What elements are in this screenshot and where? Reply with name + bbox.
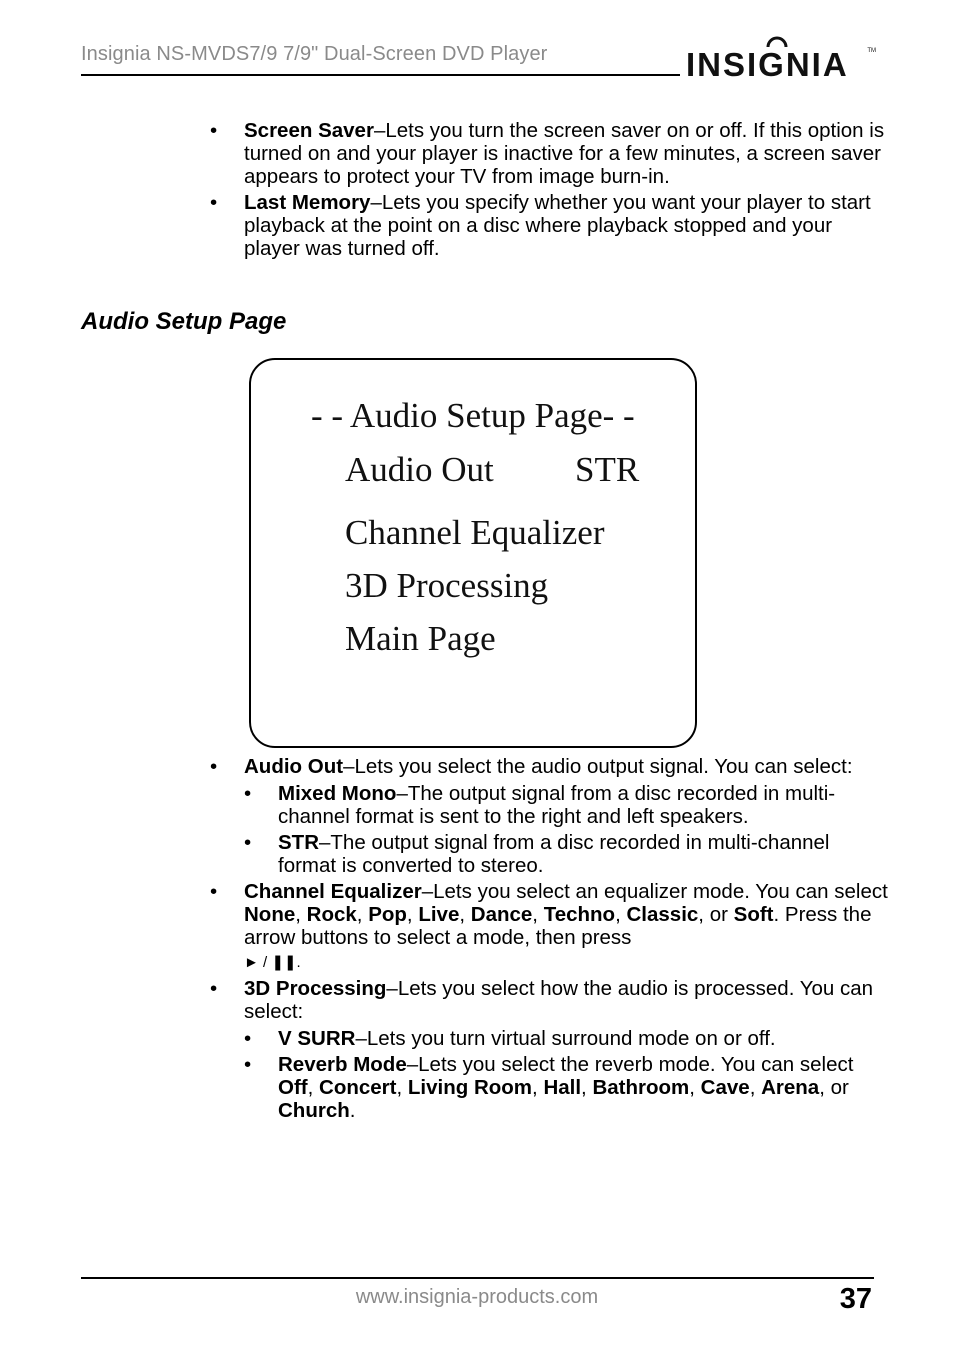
reverb-mode: Bathroom bbox=[592, 1076, 690, 1099]
audio-options-list bbox=[210, 755, 890, 1125]
or-word: or bbox=[830, 1076, 849, 1099]
eq-mode: None bbox=[244, 903, 296, 926]
3d-processing-options bbox=[244, 1027, 890, 1122]
reverb-mode: Cave bbox=[700, 1076, 750, 1099]
list-item bbox=[244, 782, 890, 828]
bullet-text: –Lets you select the audio output signal. You can select: bbox=[343, 755, 853, 778]
audio-out-options bbox=[244, 782, 890, 877]
header-title: Insignia NS-MVDS7/9 7/9" Dual-Screen DVD Player bbox=[81, 43, 548, 65]
bullet-term: Channel Equalizer bbox=[244, 880, 422, 903]
reverb-mode: Concert bbox=[319, 1076, 397, 1099]
bullet-text: . Press the arrow buttons to select a mode, then press bbox=[244, 903, 872, 949]
bullet-text: –Lets you turn virtual surround mode on or off. bbox=[355, 1027, 776, 1050]
bullet-term: V SURR bbox=[278, 1027, 356, 1050]
list-item-3d-processing bbox=[210, 977, 890, 1122]
bullet-text: –Lets you select the reverb mode. You can select bbox=[406, 1053, 854, 1076]
eq-mode: Classic bbox=[626, 903, 699, 926]
page-number: 37 bbox=[839, 1283, 872, 1315]
header-rule bbox=[81, 74, 680, 76]
osd-row-channel-equalizer: Channel Equalizer bbox=[345, 513, 605, 552]
osd-value-audio-out: STR bbox=[575, 450, 640, 489]
osd-row-3d-processing: 3D Processing bbox=[345, 566, 549, 605]
eq-mode: Dance bbox=[470, 903, 533, 926]
eq-mode: Soft bbox=[733, 903, 774, 926]
play-pause-icon: ► / ❚❚. bbox=[244, 954, 301, 971]
bullet-term: Mixed Mono bbox=[278, 782, 397, 805]
eq-mode: Techno bbox=[543, 903, 616, 926]
osd-title: - - Audio Setup Page- - bbox=[311, 396, 635, 435]
osd-row-audio-out bbox=[345, 450, 494, 490]
section-heading: Audio Setup Page bbox=[81, 308, 287, 335]
eq-mode: Live bbox=[418, 903, 460, 926]
bullet-term: Reverb Mode bbox=[278, 1053, 407, 1076]
list-item-channel-equalizer: • Channel Equalizer–Lets you select an equalizer mode. You can select None, Rock, Pop, Live, Dance, Techno, Classic, or Soft. Press the arrow buttons to select a mode, then press ► / ❚❚. bbox=[210, 880, 890, 974]
insignia-logo bbox=[686, 36, 878, 88]
settings-bullet-list bbox=[210, 119, 890, 263]
reverb-mode: Church bbox=[278, 1099, 350, 1122]
bullet-text: –Lets you specify whether you want your player to start playback at the point on a disc where playback stopped and your player was turned off. bbox=[244, 191, 871, 260]
bullet-text: –The output signal from a disc recorded in multi-channel format is converted to stereo. bbox=[278, 831, 830, 877]
footer-rule bbox=[81, 1277, 874, 1279]
bullet-text: –Lets you turn the screen saver on or off. If this option is turned on and your player is inactive for a few minutes, a screen saver appears to protect your TV from image burn-in. bbox=[244, 119, 885, 188]
osd-label: Audio Out bbox=[345, 450, 494, 489]
bullet-term: STR bbox=[278, 831, 319, 854]
osd-screen-illustration bbox=[249, 358, 697, 748]
or-word: or bbox=[709, 903, 728, 926]
reverb-mode: Hall bbox=[543, 1076, 582, 1099]
reverb-mode: Living Room bbox=[407, 1076, 533, 1099]
list-item bbox=[244, 831, 890, 877]
list-item: • Reverb Mode–Lets you select the reverb mode. You can select Off, Concert, Living Room, Hall, Bathroom, Cave, Arena, or Church. bbox=[244, 1053, 890, 1122]
bullet-term: 3D Processing bbox=[244, 977, 387, 1000]
bullet-term: Last Memory bbox=[244, 191, 371, 214]
bullet-text: –The output signal from a disc recorded in multi-channel format is sent to the right and left speakers. bbox=[278, 782, 836, 828]
osd-row-main-page: Main Page bbox=[345, 619, 496, 658]
list-item bbox=[210, 119, 890, 188]
footer-url: www.insignia-products.com bbox=[355, 1286, 599, 1308]
logo-tm: TM bbox=[867, 48, 876, 54]
eq-mode: Rock bbox=[306, 903, 357, 926]
bullet-text: . bbox=[349, 1099, 356, 1122]
bullet-text: –Lets you select an equalizer mode. You can select bbox=[421, 880, 888, 903]
logo-text: INSIGNIA bbox=[686, 46, 849, 83]
list-item-audio-out bbox=[210, 755, 890, 877]
reverb-mode: Arena bbox=[761, 1076, 820, 1099]
bullet-term: Screen Saver bbox=[244, 119, 374, 142]
bullet-text: –Lets you select how the audio is processed. You can select: bbox=[244, 977, 874, 1023]
reverb-mode: Off bbox=[278, 1076, 308, 1099]
bullet-term: Audio Out bbox=[244, 755, 344, 778]
list-item bbox=[210, 191, 890, 260]
eq-mode: Pop bbox=[368, 903, 407, 926]
list-item bbox=[244, 1027, 890, 1050]
